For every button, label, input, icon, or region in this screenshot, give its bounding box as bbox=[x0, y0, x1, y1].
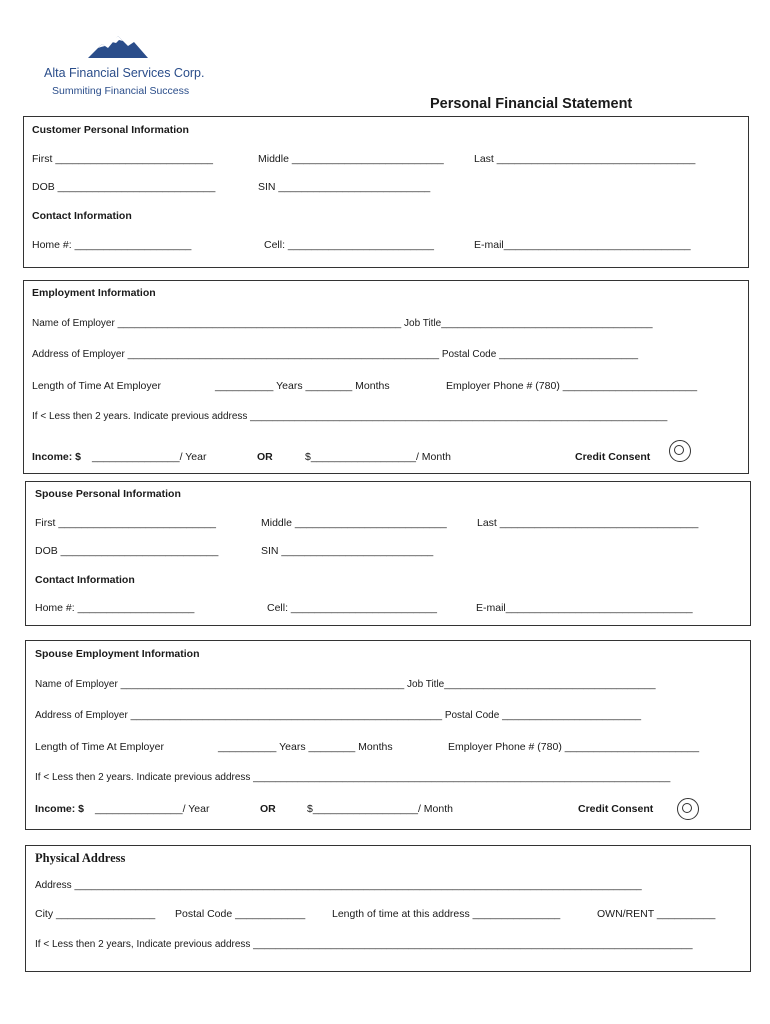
income-label: Income: $ bbox=[32, 451, 82, 463]
spouse-home-field[interactable]: Home #: ____________________ bbox=[35, 602, 195, 614]
employment-length-label: Length of Time At Employer bbox=[32, 380, 161, 392]
page-title: Personal Financial Statement bbox=[430, 96, 633, 112]
spouse-email-field[interactable]: E-mail________________________________ bbox=[476, 602, 693, 614]
spouse-income-label: Income: $ bbox=[35, 803, 85, 815]
spouse-income-month-field[interactable]: $__________________/ Month bbox=[307, 803, 453, 815]
spouse-income-year-field[interactable]: _______________/ Year bbox=[95, 803, 210, 815]
spouse-employer-phone-field[interactable]: Employer Phone # (780) _______________________ bbox=[448, 741, 700, 753]
company-tagline: Summiting Financial Success bbox=[52, 85, 190, 97]
spouse-heading: Spouse Personal Information bbox=[35, 488, 181, 500]
customer-email-field[interactable]: E-mail________________________________ bbox=[474, 239, 691, 251]
spouse-sin-field[interactable]: SIN __________________________ bbox=[261, 545, 434, 557]
company-name: Alta Financial Services Corp. bbox=[44, 66, 205, 80]
spouse-credit-consent-label: Credit Consent bbox=[578, 803, 654, 815]
physical-previous-address-field[interactable]: If < Less then 2 years, Indicate previous address _______________________________________________________________________________ bbox=[35, 939, 693, 950]
customer-heading: Customer Personal Information bbox=[32, 124, 189, 136]
spouse-dob-field[interactable]: DOB ___________________________ bbox=[35, 545, 219, 557]
spouse-cell-field[interactable]: Cell: _________________________ bbox=[267, 602, 437, 614]
customer-first-field[interactable]: First ___________________________ bbox=[32, 153, 213, 165]
spouse-previous-address-field[interactable]: If < Less then 2 years. Indicate previous address ___________________________________________________________________________ bbox=[35, 772, 671, 783]
spouse-income-or-label: OR bbox=[260, 803, 276, 815]
spouse-employment-length-label: Length of Time At Employer bbox=[35, 741, 164, 753]
customer-home-field[interactable]: Home #: ____________________ bbox=[32, 239, 192, 251]
radio-circle-icon[interactable] bbox=[669, 440, 691, 462]
income-month-field[interactable]: $__________________/ Month bbox=[305, 451, 451, 463]
mountain-icon bbox=[88, 32, 148, 60]
customer-last-field[interactable]: Last __________________________________ bbox=[474, 153, 696, 165]
credit-consent-label: Credit Consent bbox=[575, 451, 651, 463]
spouse-first-field[interactable]: First ___________________________ bbox=[35, 517, 216, 529]
spouse-contact-heading: Contact Information bbox=[35, 574, 135, 586]
income-year-field[interactable]: _______________/ Year bbox=[92, 451, 207, 463]
radio-circle-icon[interactable] bbox=[677, 798, 699, 820]
employment-years-months-field[interactable]: __________ Years ________ Months bbox=[215, 380, 390, 392]
employer-name-field[interactable]: Name of Employer ___________________________________________________ Job Title______________________________________ bbox=[32, 318, 653, 329]
customer-dob-field[interactable]: DOB ___________________________ bbox=[32, 181, 216, 193]
company-logo bbox=[40, 30, 210, 102]
spouse-last-field[interactable]: Last __________________________________ bbox=[477, 517, 699, 529]
spouse-employment-section bbox=[25, 640, 751, 830]
customer-cell-field[interactable]: Cell: _________________________ bbox=[264, 239, 434, 251]
employment-heading: Employment Information bbox=[32, 287, 156, 299]
own-rent-field[interactable]: OWN/RENT __________ bbox=[597, 908, 716, 920]
city-field[interactable]: City _________________ bbox=[35, 908, 156, 920]
spouse-employment-heading: Spouse Employment Information bbox=[35, 648, 200, 660]
physical-address-heading: Physical Address bbox=[35, 851, 126, 865]
employment-section bbox=[23, 280, 749, 474]
spouse-employer-address-field[interactable]: Address of Employer ________________________________________________________ Postal Code _________________________ bbox=[35, 710, 642, 721]
postal-code-field[interactable]: Postal Code ____________ bbox=[175, 908, 306, 920]
previous-address-field[interactable]: If < Less then 2 years. Indicate previous address ___________________________________________________________________________ bbox=[32, 411, 668, 422]
spouse-middle-field[interactable]: Middle __________________________ bbox=[261, 517, 447, 529]
customer-contact-heading: Contact Information bbox=[32, 210, 132, 222]
customer-sin-field[interactable]: SIN __________________________ bbox=[258, 181, 431, 193]
time-at-address-field[interactable]: Length of time at this address _______________ bbox=[332, 908, 561, 920]
employer-phone-field[interactable]: Employer Phone # (780) _______________________ bbox=[446, 380, 698, 392]
physical-address-field[interactable]: Address ______________________________________________________________________________________________________ bbox=[35, 880, 642, 891]
spouse-employment-years-months-field[interactable]: __________ Years ________ Months bbox=[218, 741, 393, 753]
spouse-employer-name-field[interactable]: Name of Employer ___________________________________________________ Job Title______________________________________ bbox=[35, 679, 656, 690]
employer-address-field[interactable]: Address of Employer ________________________________________________________ Postal Code _________________________ bbox=[32, 349, 639, 360]
income-or-label: OR bbox=[257, 451, 273, 463]
customer-middle-field[interactable]: Middle __________________________ bbox=[258, 153, 444, 165]
